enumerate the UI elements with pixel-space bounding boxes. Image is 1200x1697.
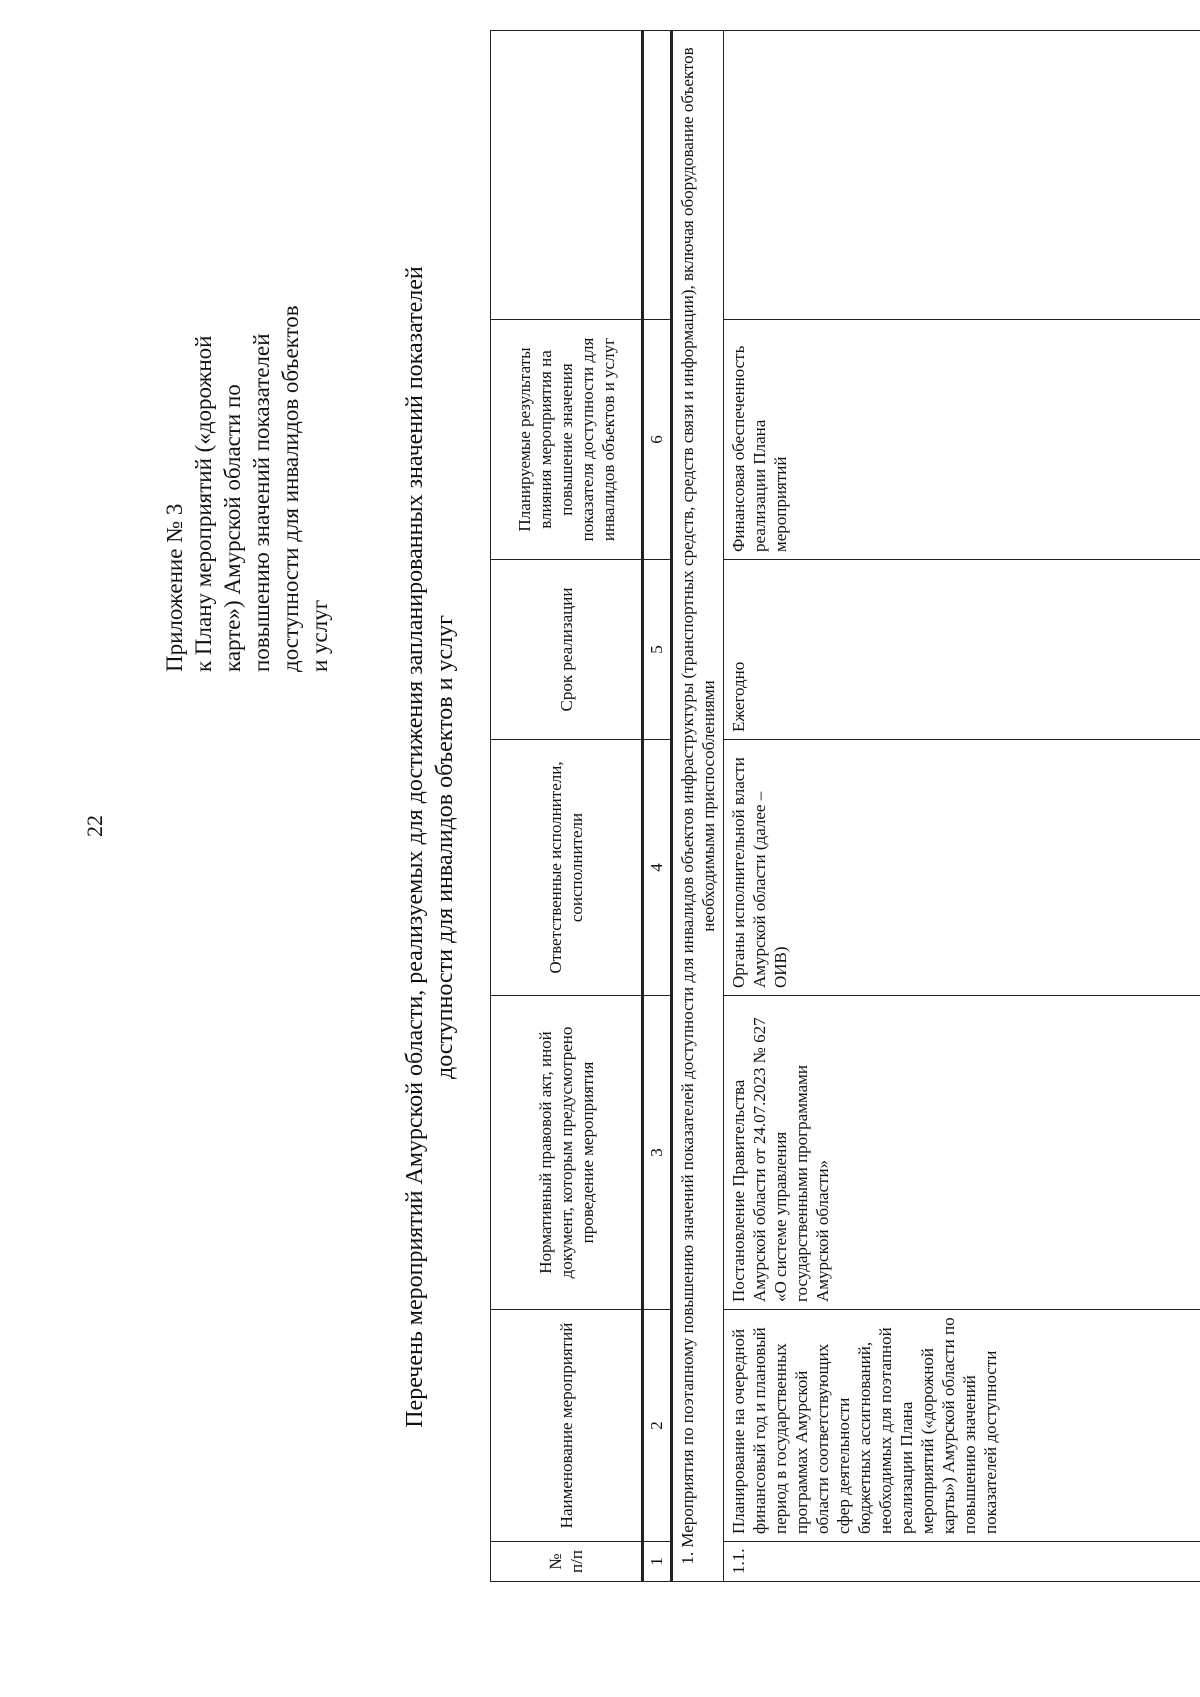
appendix-line: и услуг [307,599,332,672]
row-term: Ежегодно [724,560,1200,740]
row-num: 1.1. [724,1542,1200,1582]
section-row [672,31,724,1582]
header-cell-act: Нормативный правовой акт, иной документ, которым предусмотрено проведение мероприятия [491,996,643,1310]
column-number-cell: 2 [643,1310,672,1542]
header-row [491,31,643,1582]
appendix-line: повышению значений показателей [249,333,274,672]
page-number: 22 [82,815,107,837]
column-number-cell: 5 [643,560,672,740]
column-number-cell-empty [643,31,672,320]
column-number-cell: 1 [643,1542,672,1582]
title-line-1: Перечень мероприятий Амурской области, реализуемых для достижения запланированных значений показателей [402,266,428,1428]
header-cell-empty [491,31,643,320]
row-result: Финансовая обеспеченность реализации Плана мероприятий [724,320,1200,560]
measures-table [490,30,1200,1582]
row-act: Постановление Правительства Амурской области от 24.07.2023 № 627 «О системе управления государственными программами Амурской области» [724,996,1200,1310]
appendix-line: Приложение № 3 [162,503,187,672]
document-title [400,117,460,1577]
header-cell-executors: Ответственные исполнители, соисполнители [491,740,643,996]
appendix-line: к Плану мероприятий («дорожной [191,335,216,672]
table-row [724,31,1200,1582]
column-number-cell: 3 [643,996,672,1310]
appendix-line: карте») Амурской области по [220,384,245,672]
row-executors: Органы исполнительной власти Амурской области (далее – ОИВ) [724,740,1200,996]
column-number-cell: 4 [643,740,672,996]
appendix-line: доступности для инвалидов объектов [278,305,303,672]
row-empty-cell [724,31,1200,320]
header-cell-result: Планируемые результаты влияния мероприятия на повышение значения показателя доступности для инвалидов объектов и услуг [491,320,643,560]
title-line-2: доступности для инвалидов объектов и услуг [432,615,458,1079]
header-cell-term: Срок реализации [491,560,643,740]
section-title: 1. Мероприятия по поэтапному повышению значений показателей доступности для инвалидов объектов инфраструктуры (транспортных средств, средств связи и информации), включая оборудование объектов необходимыми приспособлениями [672,31,724,1582]
column-number-row [643,31,672,1582]
header-cell-num: № п/п [491,1542,643,1582]
appendix-note [160,172,334,672]
header-cell-name: Наименование мероприятий [491,1310,643,1542]
row-name: Планирование на очередной финансовый год и плановый период в государственных программах Амурской области соответствующих сфер деятельности бюджетных ассигнований, необходимых для поэтапной реализации Плана мероприятий («дорожной карты») Амурской области по повышению значений показателей доступности [724,1310,1200,1542]
column-number-cell: 6 [643,320,672,560]
